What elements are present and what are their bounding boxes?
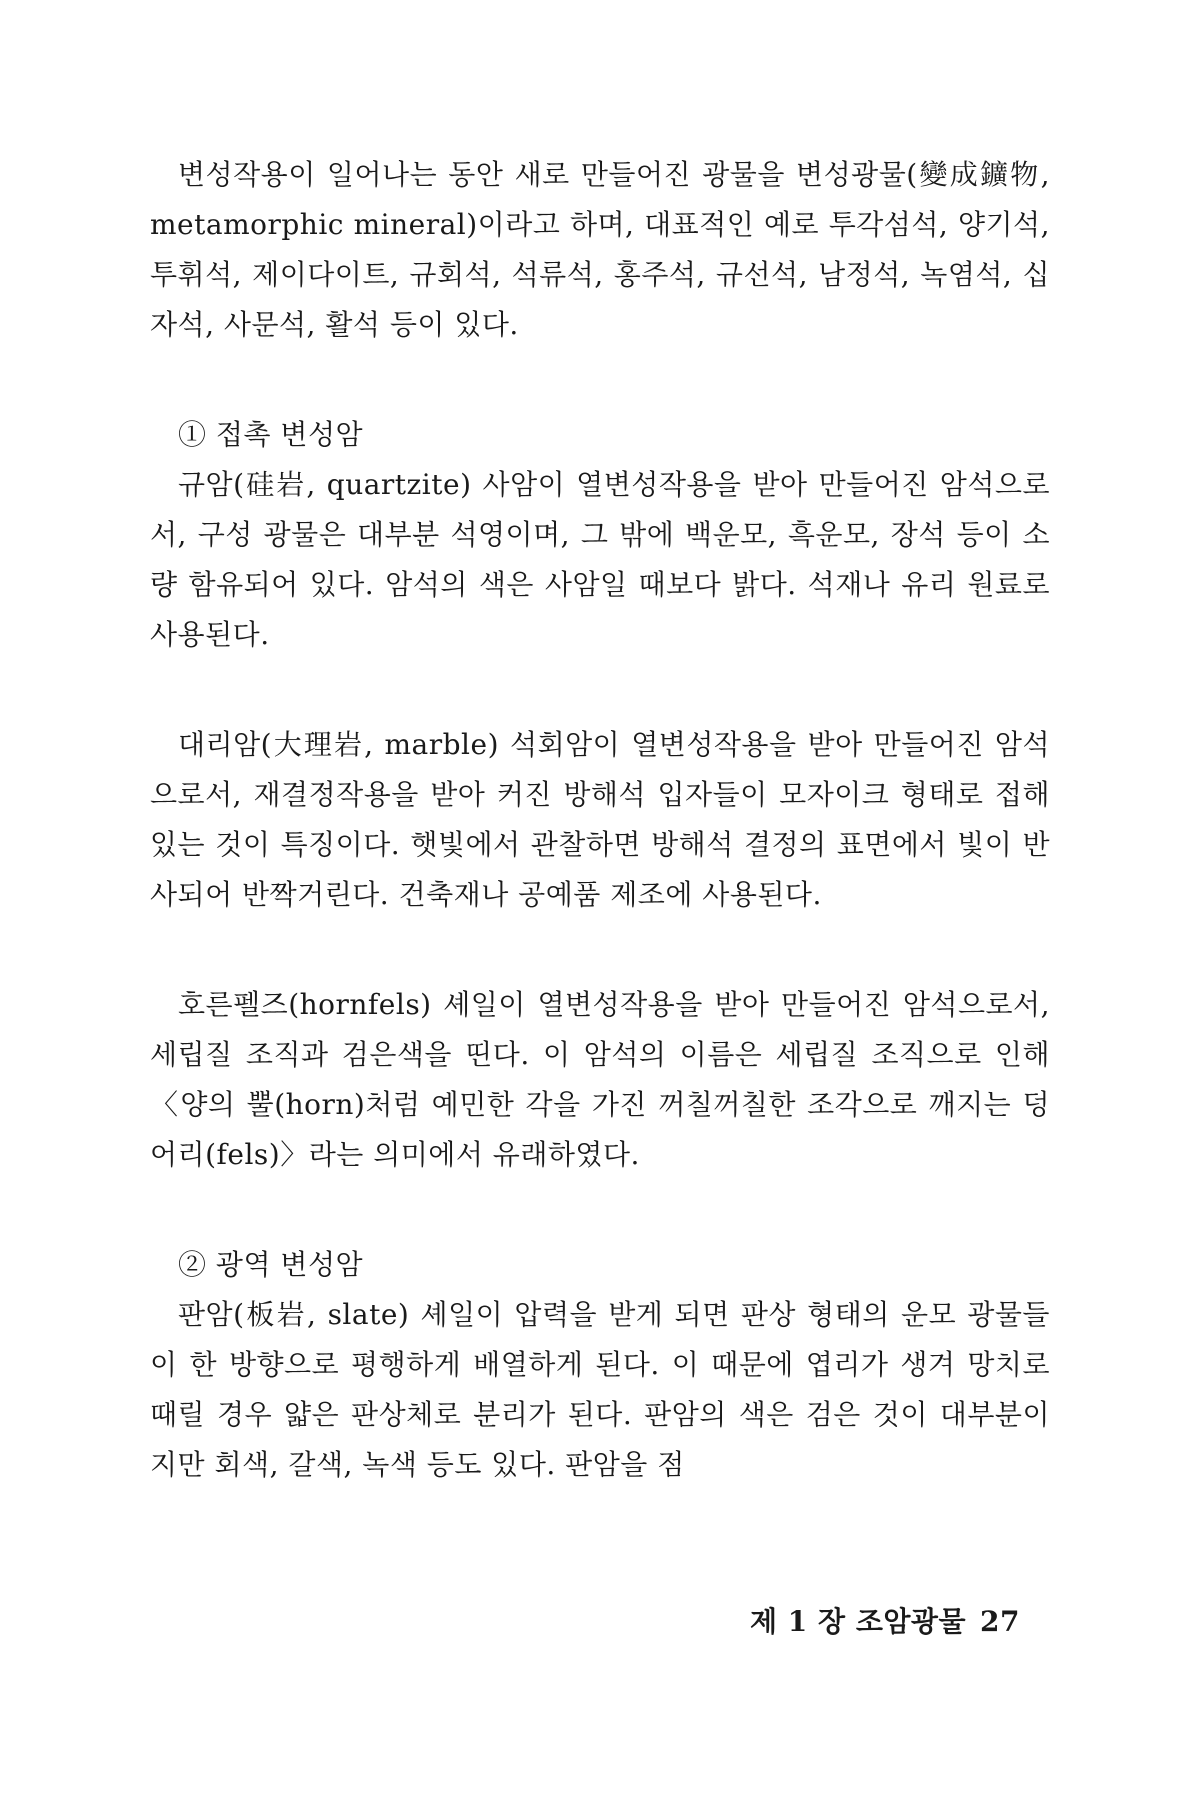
spacer [150, 1180, 1050, 1240]
section-heading-regional-metamorphic: ② 광역 변성암 [178, 1248, 364, 1281]
chapter-title: 제 1 장 조암광물 [750, 1605, 967, 1638]
spacer [150, 920, 1050, 980]
spacer [150, 660, 1050, 720]
page-body [150, 150, 1050, 1490]
paragraph-metamorphic-minerals: 변성작용이 일어나는 동안 새로 만들어진 광물을 변성광물(變成鑛物, metamorphic mineral)이라고 하며, 대표적인 예로 투각섬석, 양기석, 투휘석, 제이다이트, 규회석, 석류석, 홍주석, 규선석, 남정석, 녹염석, 십자석, 사문석, 활석 등이 있다. [150, 158, 1050, 341]
paragraph-quartzite: 규암(硅岩, quartzite) 사암이 열변성작용을 받아 만들어진 암석으로서, 구성 광물은 대부분 석영이며, 그 밖에 백운모, 흑운모, 장석 등이 소량 함유되어 있다. 암석의 색은 사암일 때보다 밝다. 석재나 유리 원료로 사용된다. [150, 468, 1050, 651]
page-number: 27 [980, 1605, 1020, 1638]
paragraph-hornfels: 호른펠즈(hornfels) 셰일이 열변성작용을 받아 만들어진 암석으로서, 세립질 조직과 검은색을 띤다. 이 암석의 이름은 세립질 조직으로 인해 〈양의 뿔(horn)처럼 예민한 각을 가진 꺼칠꺼칠한 조각으로 깨지는 덩어리(fels)〉라는 의미에서 유래하였다. [150, 988, 1050, 1171]
paragraph-slate: 판암(板岩, slate) 셰일이 압력을 받게 되면 판상 형태의 운모 광물들이 한 방향으로 평행하게 배열하게 된다. 이 때문에 엽리가 생겨 망치로 때릴 경우 얇은 판상체로 분리가 된다. 판암의 색은 검은 것이 대부분이지만 회색, 갈색, 녹색 등도 있다. 판암을 점 [150, 1298, 1050, 1481]
spacer [150, 350, 1050, 410]
section-heading-contact-metamorphic: ① 접촉 변성암 [178, 418, 364, 451]
paragraph-marble: 대리암(大理岩, marble) 석회암이 열변성작용을 받아 만들어진 암석으로서, 재결정작용을 받아 커진 방해석 입자들이 모자이크 형태로 접해 있는 것이 특징이다. 햇빛에서 관찰하면 방해석 결정의 표면에서 빛이 반사되어 반짝거린다. 건축재나 공예품 제조에 사용된다. [150, 728, 1050, 911]
page-footer [750, 1600, 1020, 1640]
